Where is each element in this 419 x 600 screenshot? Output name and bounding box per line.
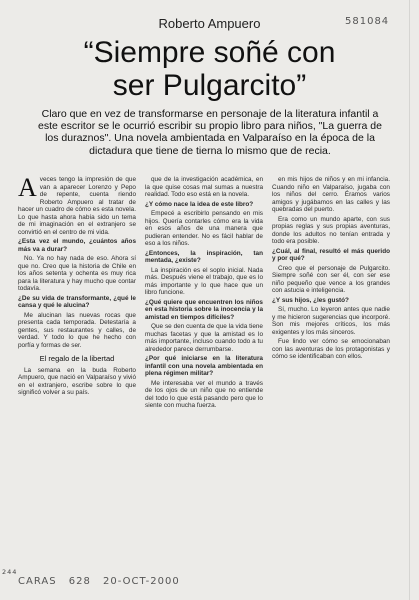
- column-paragraph: Sí, mucho. Lo leyeron antes que nadie y me hicieron sugerencias que incorporé. Son mis mejores críticos, los más exigentes y los más sinceros.: [272, 306, 390, 336]
- drop-cap: A: [18, 176, 37, 202]
- text-column-3: [272, 176, 390, 556]
- column-paragraph: Me alucinan las nuevas rocas que presenta cada temporada. Detestaría a gentes, sus restaurantes y calles, de verdad. Y todo lo que he hecho con porfía y formas de ser.: [18, 311, 136, 349]
- interview-question: ¿Entonces, la inspiración, tan mentada, ¿existe?: [145, 249, 263, 264]
- section-subhead: El regalo de la libertad: [39, 354, 115, 363]
- page-number: 244: [2, 568, 18, 576]
- title-line-2: ser Pulgarcito”: [112, 69, 307, 102]
- interview-question: ¿Por qué iniciarse en la literatura infantil con una novela ambientada en plena régimen militar?: [145, 355, 263, 377]
- interview-question: ¿Cuál, al final, resultó el más querido y por qué?: [272, 247, 390, 262]
- column-paragraph: Que se den cuenta de que la vida tiene muchas facetas y que la amistad es lo más importante, incluso cuando todo a tu alrededor parece derrumbarse.: [145, 323, 263, 353]
- column-paragraph: La inspiración es el soplo inicial. Nada más. Después viene el trabajo, que es lo más importante y lo que hace que un libro funcione.: [145, 266, 263, 296]
- text-column-1: [18, 176, 136, 556]
- article-title: [0, 36, 419, 102]
- interview-question: ¿De su vida de transformante, ¿qué le cansa y qué le alucina?: [18, 294, 136, 309]
- interview-question: ¿Qué quiere que encuentren los niños en esta historia sobre la inocencia y la amistad en tiempos difíciles?: [145, 298, 263, 321]
- column-paragraph: Fue lindo ver cómo se emocionaban con las aventuras de los protagonistas y cómo se identificaban con ellos.: [272, 338, 390, 360]
- column-paragraph: No. Ya no hay nada de eso. Ahora sí que no. Creo que la historia de Chile en los años setenta y ochenta es muy rica para la literatura y hay mucho que contar todavía.: [18, 255, 136, 292]
- column-paragraph: en mis hijos de niños y en mi infancia. Cuando niño en Valparaíso, jugaba con los niños del cerro. Éramos varios amigos y jugábamos en las calles y las quebradas del puerto.: [272, 176, 390, 213]
- text-column-2: [145, 176, 263, 556]
- archive-number: 581084: [345, 16, 390, 27]
- column-paragraph: veces tengo la impresión de que van a aparecer Lorenzo y Pepo de repente, cuenta riendo Roberto Ampuero al tratar de hacer un cuadro de cómo es esta novela. Lo que hasta ahora había sido un tema de mi imaginación en el extranjero se convirtió en el centro de mi vida.: [18, 176, 136, 236]
- column-paragraph: que de la investigación académica, en la que quise cosas mal sumas a nuestra realidad. Todo eso está en la novela.: [145, 176, 263, 198]
- column-paragraph: Me interesaba ver el mundo a través de los ojos de un niño que no entiende del todo lo que está pasando pero que lo siente con mucha fuerza.: [145, 379, 263, 409]
- interview-question: ¿Y sus hijos, ¿les gustó?: [272, 296, 349, 304]
- column-paragraph: La semana en la buda Roberto Ampuero, que nació en Valparaíso y vivió en el extranjero, escribe sobre lo que significó volver a su país.: [18, 366, 136, 396]
- author-name: Roberto Ampuero: [158, 16, 261, 31]
- column-paragraph: Empecé a escribirlo pensando en mis hijos. Quería contarles cómo era la vida en esos años de una manera que pudieran entender. No es fácil hablar de eso a los niños.: [145, 210, 263, 247]
- interview-question: ¿Esta vez el mundo, ¿cuántos años más va a durar?: [18, 238, 136, 253]
- title-line-1: “Siempre soñé con: [83, 36, 336, 69]
- column-paragraph: Era como un mundo aparte, con sus propias reglas y sus propias aventuras, donde los adultos no tenían entrada y todo era posible.: [272, 215, 390, 245]
- handwritten-source-note: CARAS 628 20-OCT-2000: [18, 576, 180, 587]
- lead-paragraph: Claro que en vez de transformarse en personaje de la literatura infantil a este escritor se le ocurrió escribir su propio libro para niños, "La guerra de los duraznos". Una novela ambientada en Valparaíso en la época de la dictadura que tiene de tierna lo mismo que de recia.: [38, 108, 382, 157]
- interview-question: ¿Y cómo nace la idea de este libro?: [145, 200, 254, 208]
- column-paragraph: Creo que el personaje de Pulgarcito. Siempre soñé con ser él, con ser ese niño pequeño que vence a los grandes con astucia e inteligencia.: [272, 264, 390, 294]
